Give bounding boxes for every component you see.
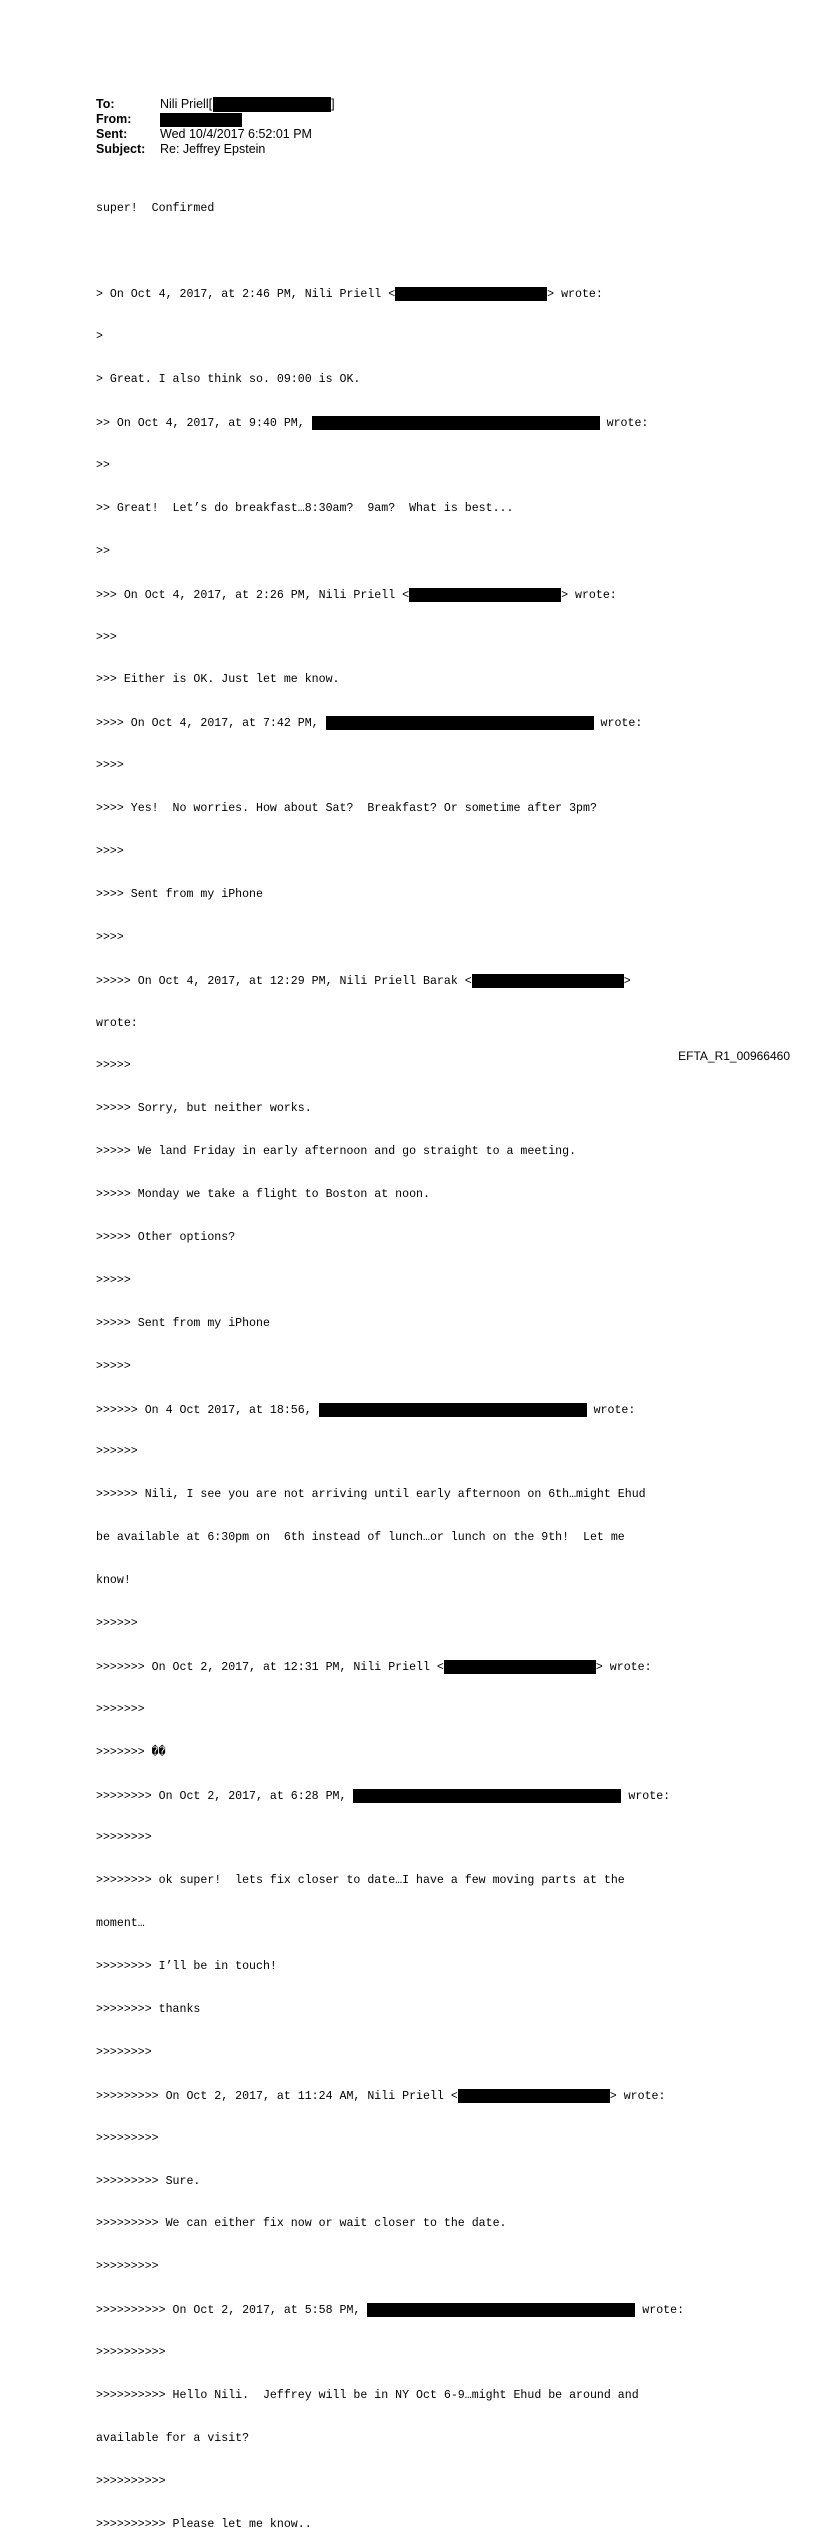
- body-line: >>>>>>>>> Sure.: [96, 2174, 201, 2188]
- body-text: > On Oct 4, 2017, at 2:46 PM, Nili Priell <: [96, 288, 396, 302]
- from-label: From:: [96, 112, 132, 126]
- body-line: >>>>>>>: [96, 1702, 145, 1716]
- redaction-bar: [367, 2303, 635, 2317]
- redaction-bar: [319, 1403, 587, 1417]
- subject-label: Subject:: [96, 142, 146, 156]
- body-line: > Great. I also think so. 09:00 is OK.: [96, 373, 361, 387]
- body-text: >>>> On Oct 4, 2017, at 7:42 PM,: [96, 717, 326, 731]
- redaction-bar: [213, 97, 331, 112]
- body-text: > wrote:: [595, 1660, 652, 1674]
- body-line: >>>>>>>> ok super! lets fix closer to date…I have a few moving parts at the: [96, 1874, 625, 1888]
- body-line: >>>>>>>>>>: [96, 2346, 166, 2360]
- body-line: >>>>: [96, 930, 124, 944]
- body-text: >>>>>>>>> On Oct 2, 2017, at 11:24 AM, Nili Priell <: [96, 2089, 458, 2103]
- body-line: >>>>>> Nili, I see you are not arriving until early afternoon on 6th…might Ehud: [96, 1488, 646, 1502]
- body-line: >>>>>: [96, 1359, 131, 1373]
- body-line: >>>>>>> ��: [96, 1745, 166, 1759]
- body-line: >>>> Yes! No worries. How about Sat? Breakfast? Or sometime after 3pm?: [96, 802, 597, 816]
- body-line: available for a visit?: [96, 2431, 250, 2445]
- body-text: >>>>>>> On Oct 2, 2017, at 12:31 PM, Nili Priell <: [96, 1660, 444, 1674]
- to-row: [96, 97, 335, 112]
- body-line: >>>>>>>>>>: [96, 2474, 166, 2488]
- body-line: >>>>: [96, 759, 124, 773]
- body-line: >> Great! Let’s do breakfast…8:30am? 9am? What is best...: [96, 501, 514, 515]
- subject-value: Re: Jeffrey Epstein: [160, 142, 266, 156]
- body-line: >>>>> Sent from my iPhone: [96, 1316, 270, 1330]
- body-line: >>>>>>>>>> Please let me know..: [96, 2517, 312, 2531]
- body-line: >>>>> We land Friday in early afternoon and go straight to a meeting.: [96, 1145, 577, 1159]
- body-line: >>>>> Other options?: [96, 1230, 236, 1244]
- body-line: know!: [96, 1574, 131, 1588]
- body-line: >>>>>>>>: [96, 2045, 152, 2059]
- body-text: wrote:: [635, 2304, 685, 2318]
- redaction-bar: [409, 588, 561, 602]
- body-line: [96, 244, 684, 258]
- body-line: moment…: [96, 1917, 145, 1931]
- body-line: >>>>>>: [96, 1445, 138, 1459]
- body-text: wrote:: [599, 417, 649, 431]
- body-line: >>>>>>: [96, 1616, 138, 1630]
- body-line: >>: [96, 458, 110, 472]
- redaction-bar: [160, 113, 242, 127]
- redaction-bar: [326, 716, 594, 730]
- body-line: >>>> Sent from my iPhone: [96, 887, 263, 901]
- body-text: >>>>>> On 4 Oct 2017, at 18:56,: [96, 1403, 319, 1417]
- body-line: >>>>> Sorry, but neither works.: [96, 1102, 312, 1116]
- body-line: >>: [96, 544, 110, 558]
- body-line: be available at 6:30pm on 6th instead of lunch…or lunch on the 9th! Let me: [96, 1531, 625, 1545]
- body-line: super! Confirmed: [96, 201, 215, 215]
- body-line: >>>>>>>>>: [96, 2260, 159, 2274]
- body-line: [96, 287, 684, 301]
- body-line: >>>>>: [96, 1273, 131, 1287]
- redaction-bar: [458, 2089, 610, 2103]
- subject-row: [96, 142, 265, 157]
- body-line: >>>>>>>>>> Hello Nili. Jeffrey will be in NY Oct 6-9…might Ehud be around and: [96, 2389, 639, 2403]
- body-text: > wrote:: [561, 588, 617, 602]
- body-line: wrote:: [96, 1016, 138, 1030]
- body-text: >>>>>>>>>> On Oct 2, 2017, at 5:58 PM,: [96, 2304, 368, 2318]
- body-line: [96, 1403, 684, 1417]
- body-line: [96, 1789, 684, 1803]
- body-line: >>>>>>>>>: [96, 2131, 159, 2145]
- body-line: >>>>> Monday we take a flight to Boston at noon.: [96, 1188, 430, 1202]
- email-body: [96, 173, 684, 2546]
- body-line: >>>>: [96, 844, 124, 858]
- body-line: >>>>>>>> I’ll be in touch!: [96, 1960, 277, 1974]
- sent-label: Sent:: [96, 127, 128, 141]
- body-text: wrote:: [586, 1403, 636, 1417]
- redaction-bar: [444, 1660, 596, 1674]
- body-line: >>> Either is OK. Just let me know.: [96, 673, 340, 687]
- body-line: >>>>>>>> thanks: [96, 2003, 201, 2016]
- from-row: [96, 112, 242, 127]
- body-text: wrote:: [593, 717, 643, 731]
- body-text: >>> On Oct 4, 2017, at 2:26 PM, Nili Priell <: [96, 588, 410, 602]
- redaction-bar: [472, 974, 624, 988]
- body-line: >>>: [96, 630, 117, 644]
- body-line: [96, 2303, 684, 2317]
- sent-row: [96, 127, 312, 142]
- body-line: >>>>>>>>> We can either fix now or wait closer to the date.: [96, 2217, 507, 2231]
- body-line: >: [96, 330, 103, 344]
- body-text: > wrote:: [547, 288, 603, 302]
- redaction-bar: [395, 287, 547, 301]
- redaction-bar: [353, 1789, 621, 1803]
- body-line: [96, 1660, 684, 1674]
- body-line: [96, 416, 684, 430]
- body-line: [96, 2089, 684, 2103]
- to-close: ]: [331, 97, 335, 111]
- body-text: wrote:: [621, 1789, 671, 1803]
- body-text: >> On Oct 4, 2017, at 9:40 PM,: [96, 417, 312, 431]
- sent-value: Wed 10/4/2017 6:52:01 PM: [160, 127, 312, 141]
- document-id: EFTA_R1_00966460: [678, 1049, 790, 1063]
- body-text: > wrote:: [609, 2089, 666, 2103]
- to-label: To:: [96, 97, 115, 111]
- body-text: >>>>> On Oct 4, 2017, at 12:29 PM, Nili Priell Barak <: [96, 974, 472, 988]
- body-line: [96, 974, 684, 988]
- body-line: >>>>>>>>: [96, 1831, 152, 1845]
- to-value: Nili Priell[: [160, 97, 213, 111]
- body-line: >>>>>: [96, 1059, 131, 1073]
- body-line: [96, 588, 684, 602]
- body-text: >>>>>>>> On Oct 2, 2017, at 6:28 PM,: [96, 1789, 354, 1803]
- body-text: >: [623, 974, 631, 988]
- redaction-bar: [312, 416, 600, 430]
- body-line: [96, 716, 684, 730]
